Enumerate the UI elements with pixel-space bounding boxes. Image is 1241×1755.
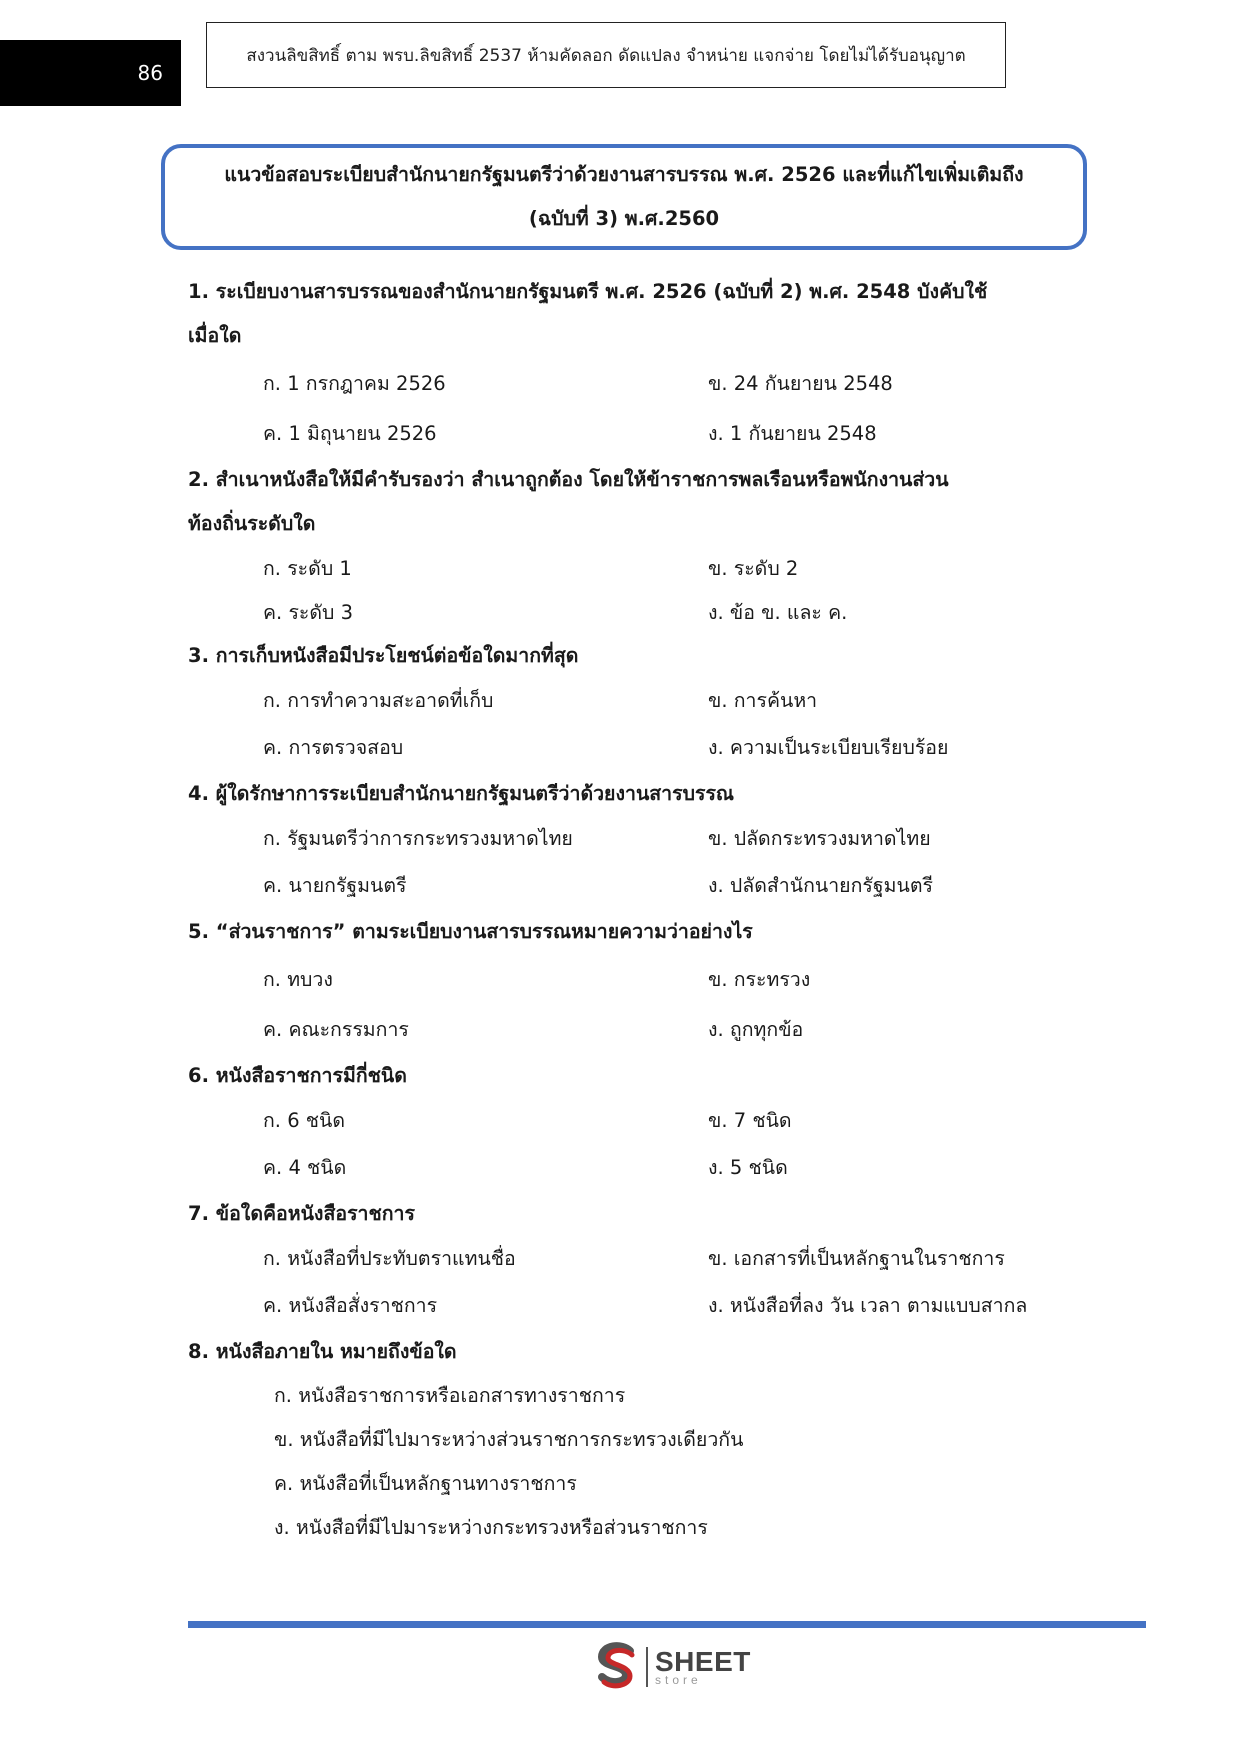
question-5 <box>188 910 1068 1054</box>
option-b: ข. การค้นหา <box>708 688 818 712</box>
title-line-2: (ฉบับที่ 3) พ.ศ.2560 <box>528 207 720 230</box>
option-a: ก. หนังสือราชการหรือเอกสารทางราชการ <box>274 1384 626 1407</box>
question-text-cont: ท้องถิ่นระดับใด <box>188 512 316 535</box>
question-list <box>188 270 1068 1550</box>
document-title <box>161 144 1087 250</box>
option-d: ง. หนังสือที่ลง วัน เวลา ตามแบบสากล <box>708 1293 1028 1317</box>
option-b: ข. หนังสือที่มีไปมาระหว่างส่วนราชการกระทรวงเดียวกัน <box>274 1428 744 1451</box>
option-d: ง. ถูกทุกข้อ <box>708 1017 804 1041</box>
option-a: ก. ทบวง <box>263 967 333 991</box>
option-d: ง. ความเป็นระเบียบเรียบร้อย <box>708 735 949 759</box>
copyright-text: สงวนลิขสิทธิ์ ตาม พรบ.ลิขสิทธิ์ 2537 ห้ามคัดลอก ดัดแปลง จำหน่าย แจกจ่าย โดยไม่ได้รับอนุญาต <box>246 45 966 66</box>
option-c: ค. 4 ชนิด <box>263 1155 347 1179</box>
question-text: 1. ระเบียบงานสารบรรณของสำนักนายกรัฐมนตรี พ.ศ. 2526 (ฉบับที่ 2) พ.ศ. 2548 บังคับใช้ <box>188 280 988 303</box>
option-c: ค. หนังสือที่เป็นหลักฐานทางราชการ <box>274 1472 577 1495</box>
question-2 <box>188 458 1068 634</box>
question-text: 2. สำเนาหนังสือให้มีคำรับรองว่า สำเนาถูกต้อง โดยให้ข้าราชการพลเรือนหรือพนักงานส่วน <box>188 468 949 491</box>
option-c: ค. หนังสือสั่งราชการ <box>263 1293 438 1317</box>
question-text: 4. ผู้ใดรักษาการระเบียบสำนักนายกรัฐมนตรีว่าด้วยงานสารบรรณ <box>188 782 735 805</box>
question-text: 7. ข้อใดคือหนังสือราชการ <box>188 1202 415 1225</box>
option-b: ข. กระทรวง <box>708 967 811 991</box>
option-d: ง. ปลัดสำนักนายกรัฐมนตรี <box>708 873 933 897</box>
option-a: ก. 1 กรกฎาคม 2526 <box>263 371 446 395</box>
option-b: ข. ปลัดกระทรวงมหาดไทย <box>708 826 931 850</box>
option-b: ข. 7 ชนิด <box>708 1108 792 1132</box>
sheet-store-s-icon <box>592 1641 642 1693</box>
question-3 <box>188 634 1068 772</box>
option-a: ก. รัฐมนตรีว่าการกระทรวงมหาดไทย <box>263 826 573 850</box>
copyright-notice <box>206 22 1006 88</box>
question-text: 8. หนังสือภายใน หมายถึงข้อใด <box>188 1340 457 1363</box>
question-text: 6. หนังสือราชการมีกี่ชนิด <box>188 1064 407 1087</box>
logo-subtext: store <box>655 1673 702 1687</box>
sheet-store-logo <box>592 1641 762 1693</box>
question-4 <box>188 772 1068 910</box>
question-text-cont: เมื่อใด <box>188 324 242 347</box>
logo-separator <box>646 1647 648 1687</box>
option-c: ค. นายกรัฐมนตรี <box>263 873 407 897</box>
option-a: ก. การทำความสะอาดที่เก็บ <box>263 688 494 712</box>
option-b: ข. เอกสารที่เป็นหลักฐานในราชการ <box>708 1246 1005 1270</box>
option-c: ค. 1 มิถุนายน 2526 <box>263 421 437 445</box>
question-1 <box>188 270 1068 458</box>
footer-divider <box>188 1621 1146 1628</box>
option-d: ง. 1 กันยายน 2548 <box>708 421 877 445</box>
option-d: ง. หนังสือที่มีไปมาระหว่างกระทรวงหรือส่วนราชการ <box>274 1516 708 1539</box>
option-c: ค. คณะกรรมการ <box>263 1017 409 1041</box>
question-text: 5. “ส่วนราชการ” ตามระเบียบงานสารบรรณหมายความว่าอย่างไร <box>188 920 753 943</box>
logo-wordmark: SHEET <box>655 1646 751 1677</box>
option-d: ง. 5 ชนิด <box>708 1155 788 1179</box>
option-c: ค. ระดับ 3 <box>263 600 354 624</box>
option-b: ข. ระดับ 2 <box>708 556 799 580</box>
option-b: ข. 24 กันยายน 2548 <box>708 371 893 395</box>
option-a: ก. หนังสือที่ประทับตราแทนชื่อ <box>263 1246 516 1270</box>
question-8 <box>188 1330 1068 1550</box>
option-d: ง. ข้อ ข. และ ค. <box>708 600 848 624</box>
question-6 <box>188 1054 1068 1192</box>
option-a: ก. 6 ชนิด <box>263 1108 346 1132</box>
title-line-1: แนวข้อสอบระเบียบสำนักนายกรัฐมนตรีว่าด้วยงานสารบรรณ พ.ศ. 2526 และที่แก้ไขเพิ่มเติมถึง <box>224 163 1024 186</box>
question-text: 3. การเก็บหนังสือมีประโยชน์ต่อข้อใดมากที่สุด <box>188 644 579 667</box>
question-7 <box>188 1192 1068 1330</box>
option-a: ก. ระดับ 1 <box>263 556 352 580</box>
page-number-tab <box>0 40 181 106</box>
option-c: ค. การตรวจสอบ <box>263 735 404 759</box>
page-number: 86 <box>137 61 163 85</box>
